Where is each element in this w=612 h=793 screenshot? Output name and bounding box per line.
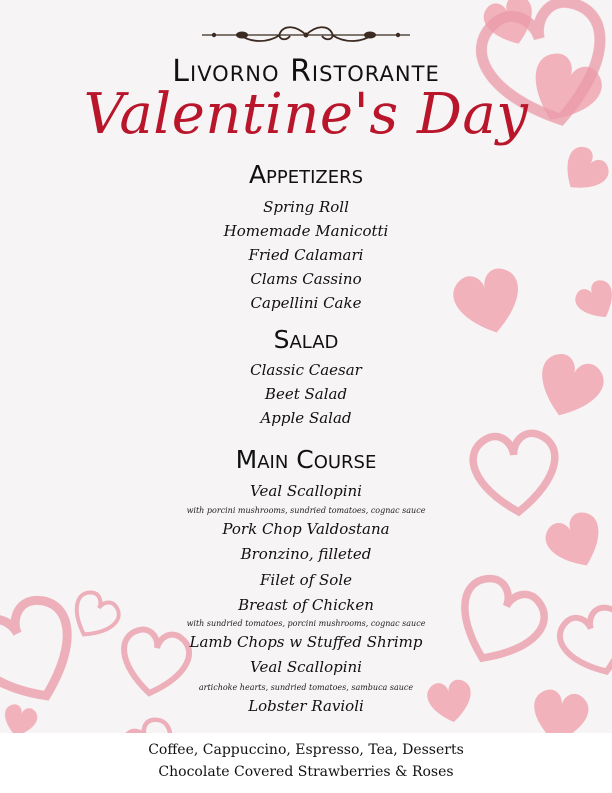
menu-item: Capellini Cake bbox=[250, 294, 362, 312]
flourish-ornament bbox=[200, 24, 412, 46]
menu-item: Beet Salad bbox=[264, 385, 348, 403]
menu-item-note: artichoke hearts, sundried tomatoes, sambuca sauce bbox=[198, 683, 414, 692]
restaurant-name: Livorno Ristorante bbox=[172, 54, 440, 89]
menu-item: Veal Scallopini bbox=[250, 482, 362, 500]
menu-item: Apple Salad bbox=[260, 409, 352, 427]
menu-item: Spring Roll bbox=[263, 198, 349, 216]
menu-item: Clams Cassino bbox=[250, 270, 362, 288]
event-title: Valentine's Day bbox=[83, 82, 529, 147]
footer-band bbox=[0, 733, 612, 793]
section-title-appetizers: Appetizers bbox=[248, 160, 364, 189]
menu-item: Classic Caesar bbox=[250, 361, 362, 379]
menu-item: Bronzino, filleted bbox=[240, 545, 372, 563]
section-title-salad: Salad bbox=[273, 325, 339, 354]
menu-item: Breast of Chicken bbox=[238, 596, 374, 614]
menu-item: Pork Chop Valdostana bbox=[222, 520, 390, 538]
menu-item: Lamb Chops w Stuffed Shrimp bbox=[189, 633, 423, 651]
footer-line-1: Coffee, Cappuccino, Espresso, Tea, Desserts bbox=[148, 742, 464, 758]
section-title-main-course: Main Course bbox=[235, 445, 377, 474]
menu-item-note: with porcini mushrooms, sundried tomatoes, cognac sauce bbox=[186, 506, 426, 515]
menu-item: Homemade Manicotti bbox=[223, 222, 389, 240]
footer-line-2: Chocolate Covered Strawberries & Roses bbox=[158, 764, 454, 780]
menu-item: Lobster Ravioli bbox=[248, 697, 364, 715]
menu-item: Fried Calamari bbox=[248, 246, 364, 264]
menu-item: Filet of Sole bbox=[259, 571, 352, 589]
menu-item: Veal Scallopini bbox=[250, 658, 362, 676]
menu-item-note: with sundried tomatoes, porcini mushrooms, cognac sauce bbox=[186, 619, 426, 628]
